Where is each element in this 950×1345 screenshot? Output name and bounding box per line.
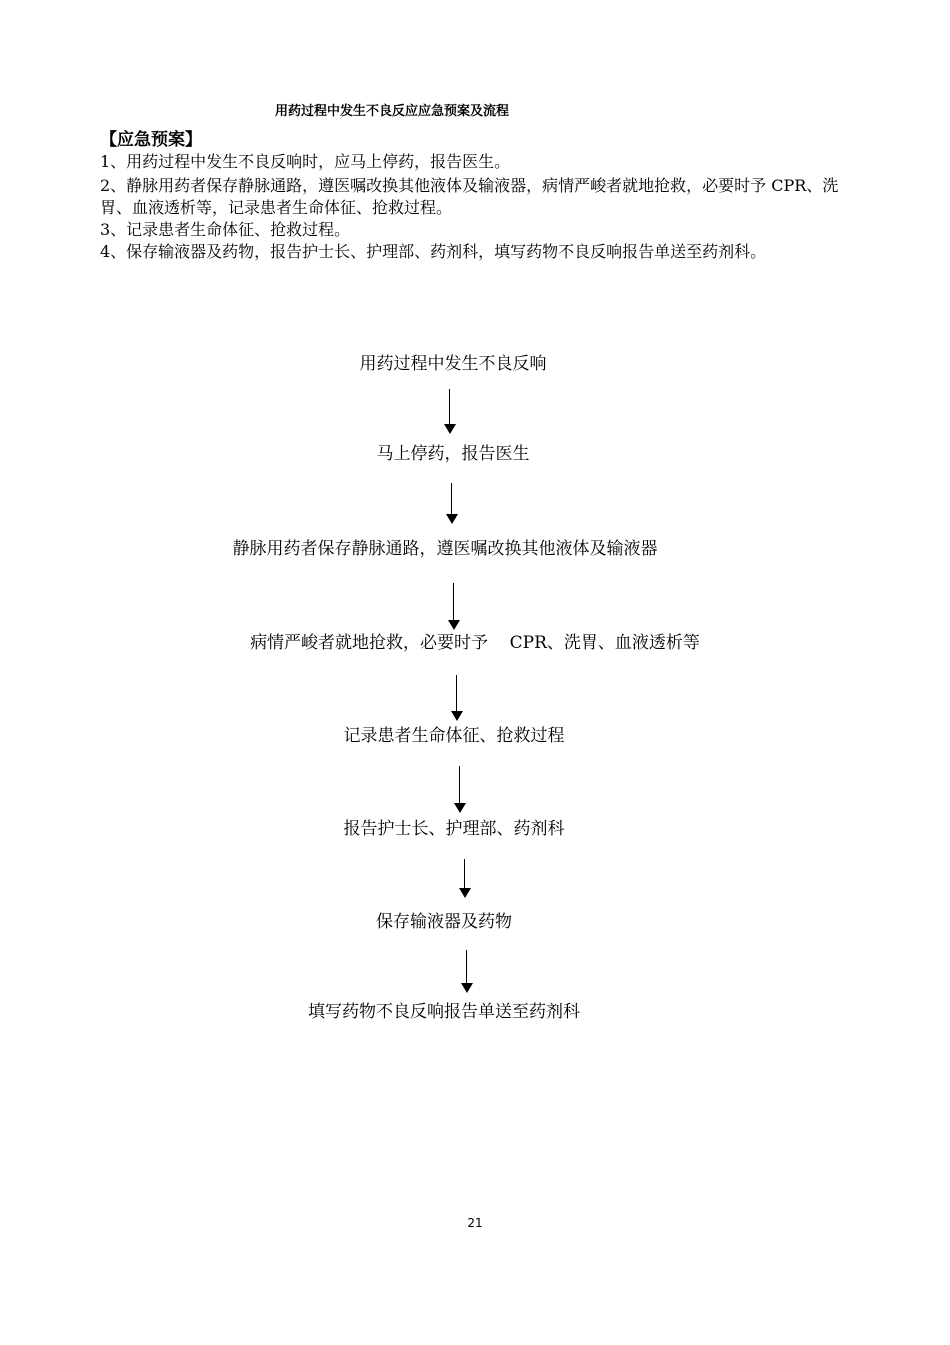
- flow-step-5: 记录患者生命体征、抢救过程: [343, 726, 565, 746]
- plan-item-2: 2、静脉用药者保存静脉通路，遵医嘱改换其他液体及输液器，病情严峻者就地抢救，必要时予 CPR、洗胃、血液透析等，记录患者生命体征、抢救过程。: [100, 176, 839, 217]
- flow-step-2: 马上停药，报告医生: [376, 444, 530, 464]
- flow-step-3: 静脉用药者保存静脉通路，遵医嘱改换其他液体及输液器: [232, 539, 658, 559]
- page-number: 21: [467, 1216, 483, 1230]
- flow-step-8: 填写药物不良反响报告单送至药剂科: [308, 1002, 580, 1022]
- emergency-plan-list: [100, 151, 840, 263]
- flow-step-7: 保存输液器及药物: [376, 912, 512, 932]
- section-heading: 【应急预案】: [100, 130, 202, 150]
- flow-step-6: 报告护士长、护理部、药剂科: [343, 819, 565, 839]
- flow-step-1: 用药过程中发生不良反响: [359, 354, 547, 374]
- plan-item-3: 3、记录患者生命体征、抢救过程。: [100, 220, 351, 239]
- document-title: 用药过程中发生不良反应应急预案及流程: [275, 104, 510, 119]
- flow-step-4: 病情严峻者就地抢救，必要时予 CPR、洗胃、血液透析等: [250, 633, 700, 653]
- plan-item-1: 1、用药过程中发生不良反响时，应马上停药，报告医生。: [100, 152, 511, 171]
- plan-item-4: 4、保存输液器及药物，报告护士长、护理部、药剂科，填写药物不良反响报告单送至药剂科。: [100, 242, 767, 261]
